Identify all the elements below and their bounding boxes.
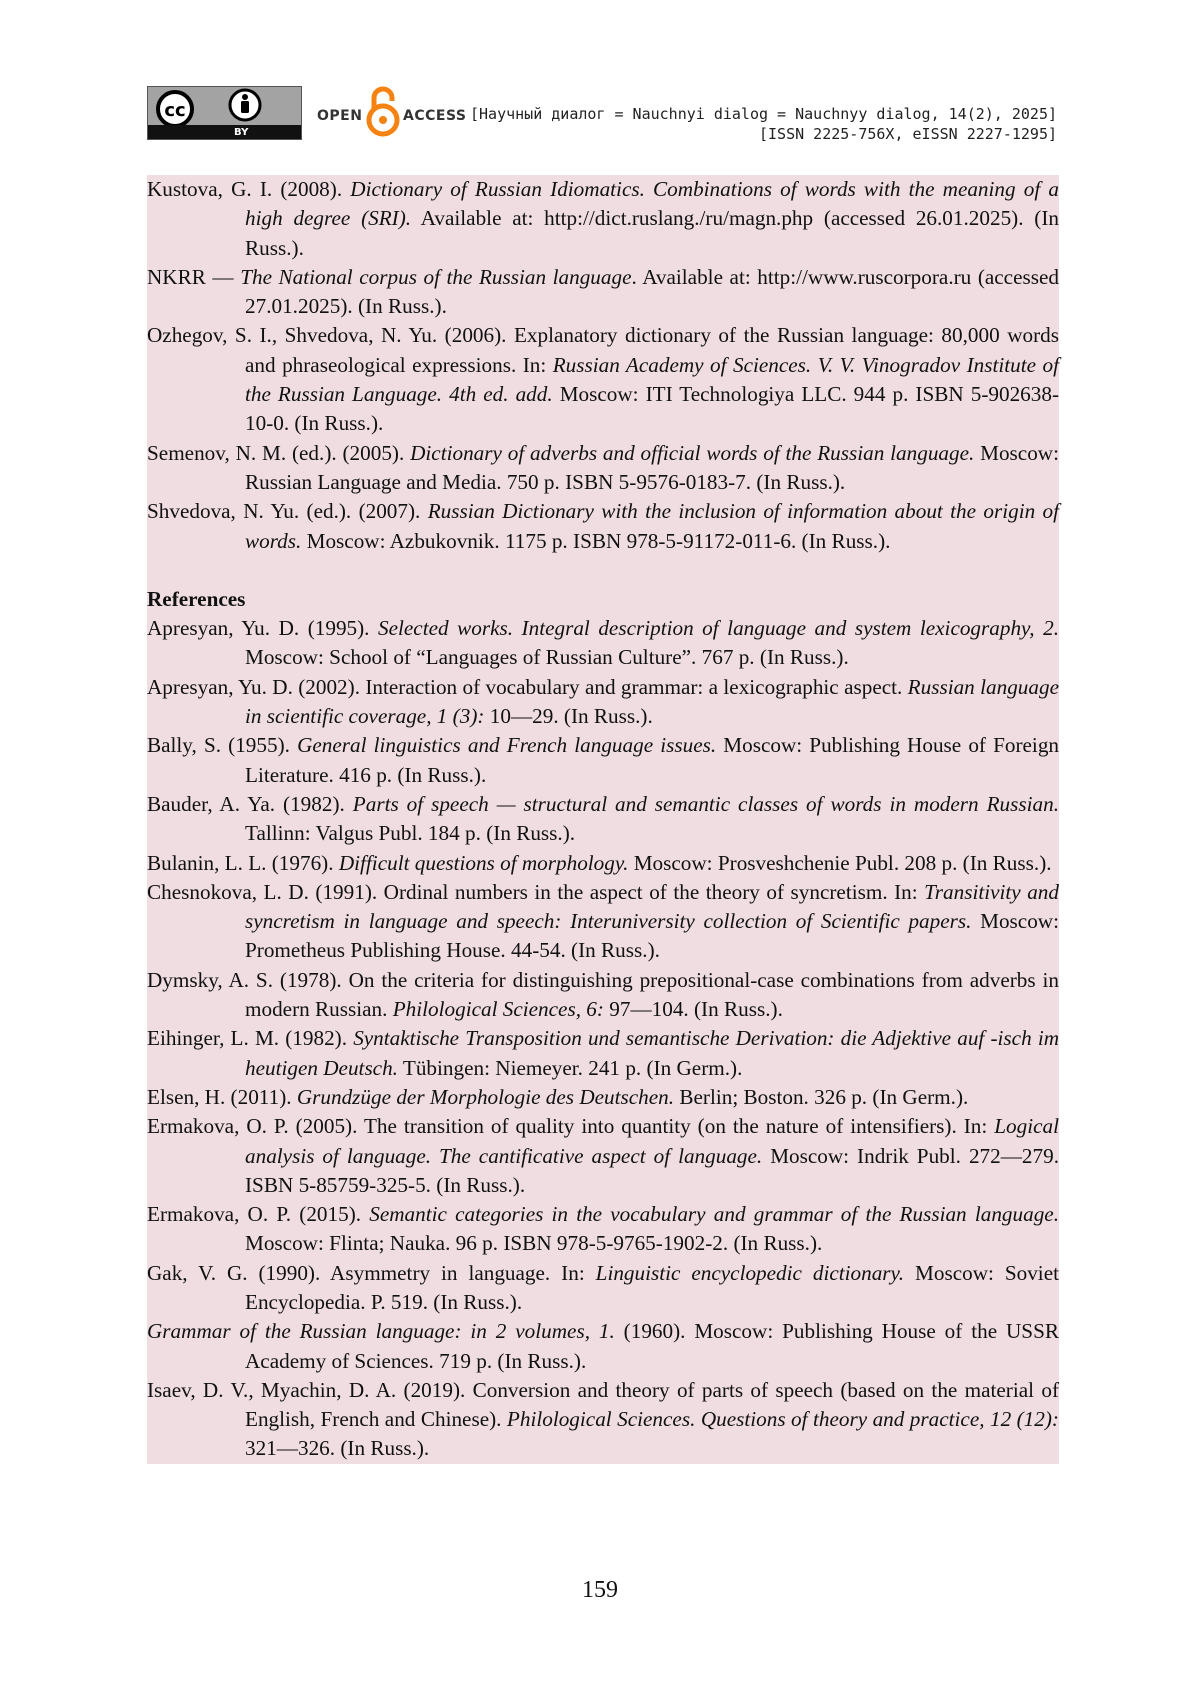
reference-title: Philological Sciences, 6:: [392, 997, 604, 1022]
reference-title: Grundzüge der Morphologie des Deutschen.: [296, 1084, 675, 1109]
open-lock-icon: [365, 86, 401, 138]
reference-text: Chesnokova, L. D. (1991). Ordinal numbers in the aspect of the theory of syncretism. In:: [147, 879, 925, 904]
reference-entry: [147, 673, 1059, 732]
reference-text: . Available at: http://www.ruscorpora.ru (accessed 27.01.2025). (In Russ.).: [245, 264, 1059, 319]
reference-text: Ozhegov, S. I., Shvedova, N. Yu. (2006). Explanatory dictionary of the Russian language: 80,000 words and phraseological expressions. In:: [147, 323, 1059, 377]
references-heading: References: [147, 586, 246, 611]
reference-text: Isaev, D. V., Myachin, D. A. (2019). Conversion and theory of parts of speech (based on the material of English, French and Chinese).: [147, 1377, 1059, 1432]
reference-title: Russian language in scientific coverage, 1 (3):: [245, 674, 1059, 729]
reference-text: 97—104. (In Russ.).: [603, 997, 783, 1022]
reference-entry: [147, 497, 1059, 556]
reference-entry: [147, 966, 1059, 1025]
reference-entry: [147, 614, 1059, 673]
sources-list: [147, 175, 1059, 556]
reference-entry: [147, 849, 1059, 878]
reference-text: Kustova, G. I. (2008).: [147, 177, 351, 201]
oa-access-label: ACCESS: [403, 108, 467, 124]
reference-text: Apresyan, Yu. D. (1995).: [147, 616, 379, 641]
reference-text: Shvedova, N. Yu. (ed.). (2007).: [147, 499, 428, 524]
reference-text: 10—29. (In Russ.).: [484, 704, 653, 729]
page-number: 159: [582, 1577, 618, 1603]
reference-text: Ermakova, O. P. (2005). The transition of quality into quantity (on the nature of intensifiers). In:: [147, 1114, 995, 1139]
reference-text: Moscow: Azbukovnik. 1175 p. ISBN 978-5-91172-011-6. (In Russ.).: [301, 528, 891, 553]
reference-entry: [147, 878, 1059, 966]
reference-text: Ermakova, O. P. (2015).: [147, 1202, 370, 1227]
reference-title: Selected works. Integral description of language and system lexicography, 2.: [378, 616, 1059, 641]
open-access-logo: [317, 86, 467, 140]
reference-title: Philological Sciences. Questions of theory and practice, 12 (12):: [506, 1407, 1059, 1432]
reference-entry: [147, 1259, 1059, 1318]
reference-entry: [147, 790, 1059, 849]
oa-open-label: OPEN: [317, 108, 363, 124]
reference-title: Russian Dictionary with the inclusion of information about the origin of words.: [245, 499, 1059, 553]
reference-title: Parts of speech — structural and semantic classes of words in modern Russian.: [352, 791, 1059, 816]
journal-issn: [ISSN 2225-756X, eISSN 2227-1295]: [758, 125, 1057, 143]
reference-text: Moscow: Prosveshchenie Publ. 208 p. (In Russ.).: [628, 850, 1052, 875]
reference-title: Semantic categories in the vocabulary and grammar of the Russian language.: [369, 1202, 1059, 1227]
reference-title: Logical analysis of language. The cantificative aspect of language.: [245, 1114, 1059, 1168]
reference-text: Moscow: Soviet Encyclopedia. P. 519. (In Russ.).: [245, 1260, 1059, 1314]
reference-text: NKRR —: [147, 264, 241, 289]
reference-title: Difficult questions of morphology.: [338, 850, 629, 875]
reference-entry: [147, 1200, 1059, 1259]
reference-title: Russian Academy of Sciences. V. V. Vinogradov Institute of the Russian Language. 4th ed. add.: [245, 352, 1059, 407]
reference-title: Transitivity and syncretism in language and speech: Interuniversity collection of Scientific papers.: [245, 879, 1059, 934]
reference-entry: [147, 321, 1059, 438]
reference-text: (1960). Moscow: Publishing House of the USSR Academy of Sciences. 719 p. (In Russ.).: [245, 1319, 1059, 1373]
reference-text: Tallinn: Valgus Publ. 184 p. (In Russ.).: [245, 821, 576, 846]
reference-title: Grammar of the Russian language: in 2 volumes, 1.: [147, 1319, 615, 1344]
by-label: BY: [234, 127, 249, 138]
reference-text: Dymsky, A. S. (1978). On the criteria for distinguishing prepositional-case combinations from adverbs in modern Russian.: [147, 967, 1059, 1022]
reference-text: Tübingen: Niemeyer. 241 p. (In Germ.).: [397, 1055, 743, 1080]
reference-text: Moscow: Flinta; Nauka. 96 p. ISBN 978-5-9765-1902-2. (In Russ.).: [245, 1231, 823, 1256]
reference-text: Bauder, A. Ya. (1982).: [147, 791, 353, 816]
reference-text: Apresyan, Yu. D. (2002). Interaction of vocabulary and grammar: a lexicographic aspect.: [147, 674, 908, 699]
reference-text: Moscow: ITI Technologiya LLC. 944 p. ISBN 5-902638-10-0. (In Russ.).: [245, 382, 1059, 436]
reference-entry: [147, 175, 1059, 263]
reference-text: Eihinger, L. M. (1982).: [147, 1026, 354, 1051]
journal-citation: [Научный диалог = Nauchnyi dialog = Nauchnyy dialog, 14(2), 2025]: [470, 105, 1057, 123]
reference-entry: [147, 731, 1059, 790]
reference-text: Moscow: Prometheus Publishing House. 44-54. (In Russ.).: [245, 909, 1059, 963]
reference-text: Available at: http://dict.ruslang./ru/magn.php (accessed 26.01.2025). (In Russ.).: [245, 206, 1059, 260]
journal-info: [470, 104, 1057, 144]
person-icon: [230, 90, 260, 120]
reference-entry: [147, 1024, 1059, 1083]
reference-text: Moscow: Russian Language and Media. 750 p. ISBN 5-9576-0183-7. (In Russ.).: [245, 440, 1059, 494]
reference-title: The National corpus of the Russian language: [240, 264, 632, 289]
reference-title: Dictionary of adverbs and official words of the Russian language.: [410, 440, 975, 465]
references-list: [147, 614, 1059, 1464]
reference-title: General linguistics and French language issues.: [297, 733, 717, 758]
reference-text: Berlin; Boston. 326 p. (In Germ.).: [674, 1084, 969, 1109]
svg-text:cc: cc: [164, 100, 186, 121]
reference-title: Syntaktische Transposition und semantische Derivation: die Adjektive auf -isch im heutigen Deutsch.: [245, 1026, 1060, 1080]
reference-text: Moscow: Indrik Publ. 272—279. ISBN 5-85759-325-5. (In Russ.).: [245, 1143, 1059, 1197]
cc-icon: [148, 87, 303, 127]
reference-entry: [147, 439, 1059, 498]
references-block: [147, 175, 1059, 1464]
reference-text: Bulanin, L. L. (1976).: [147, 850, 339, 875]
reference-text: 321—326. (In Russ.).: [245, 1436, 430, 1461]
reference-title: Linguistic encyclopedic dictionary.: [595, 1260, 905, 1285]
reference-entry: [147, 1112, 1059, 1200]
reference-entry: [147, 1376, 1059, 1464]
reference-text: Moscow: School of “Languages of Russian Culture”. 767 p. (In Russ.).: [245, 645, 849, 670]
cc-by-license-badge: [147, 86, 302, 140]
reference-text: Moscow: Publishing House of Foreign Literature. 416 p. (In Russ.).: [245, 733, 1060, 787]
reference-text: Bally, S. (1955).: [147, 733, 298, 758]
reference-entry: [147, 1317, 1059, 1376]
reference-entry: [147, 1083, 1059, 1112]
reference-title: Dictionary of Russian Idiomatics. Combinations of words with the meaning of a high degree (SRI).: [245, 177, 1059, 231]
reference-text: Semenov, N. M. (ed.). (2005).: [147, 440, 411, 465]
reference-entry: [147, 263, 1059, 322]
reference-text: Gak, V. G. (1990). Asymmetry in language. In:: [147, 1260, 596, 1285]
reference-text: Elsen, H. (2011).: [147, 1084, 297, 1109]
page-header: [147, 86, 1057, 146]
